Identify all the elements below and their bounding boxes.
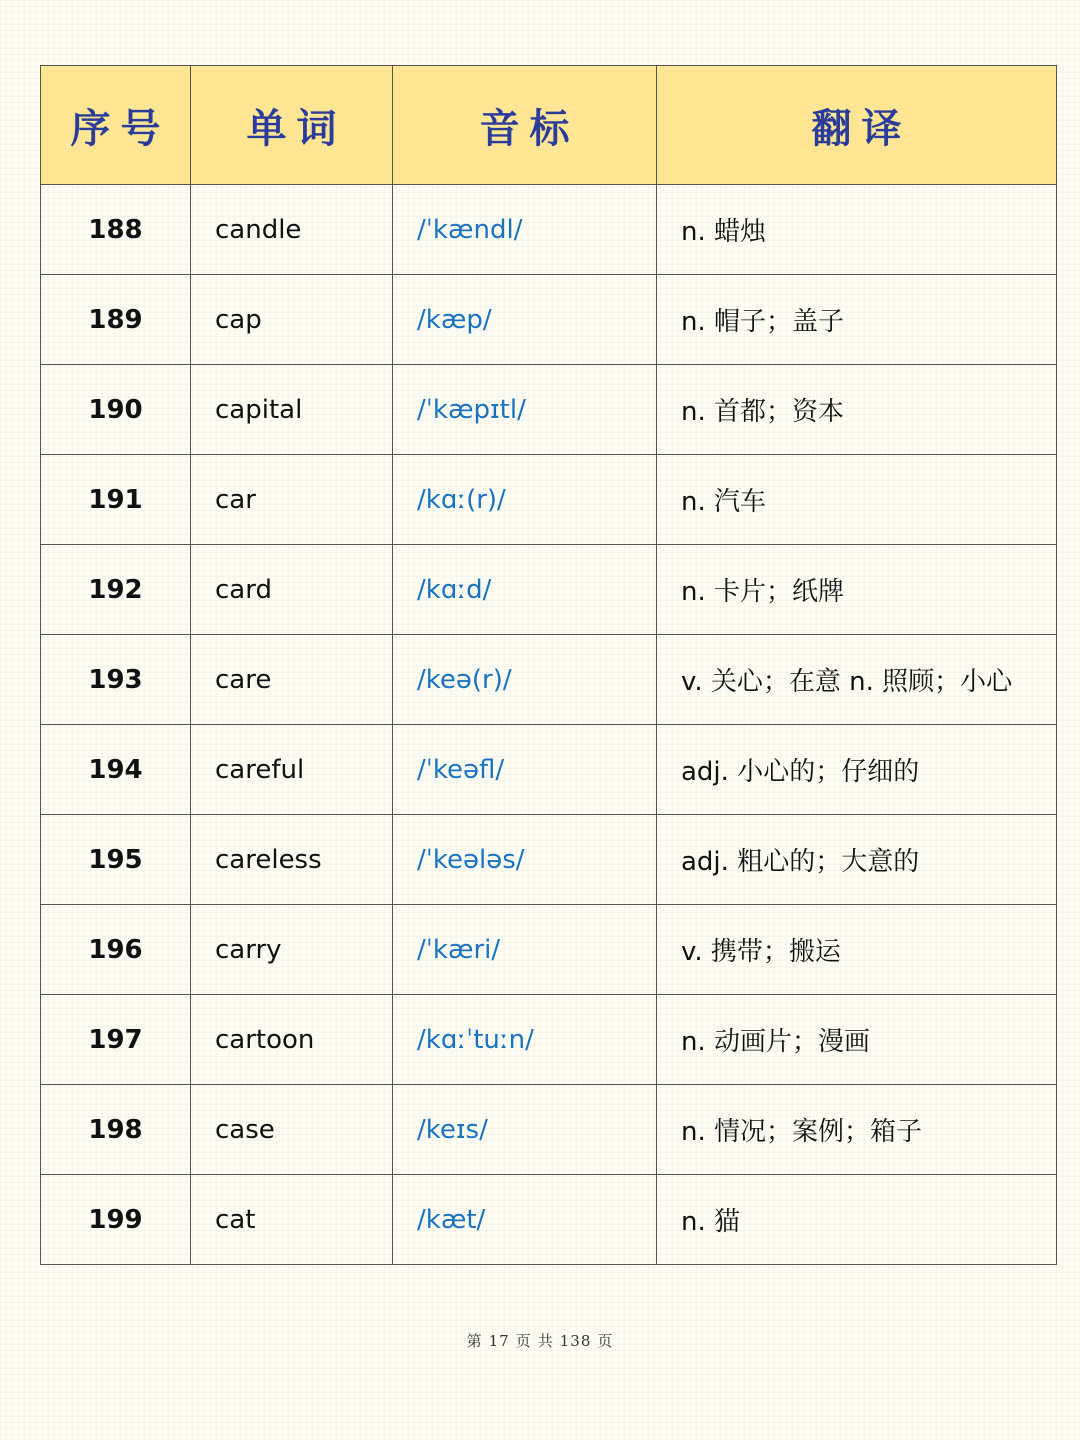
row-phonetic: /ˈkeələs/ <box>393 815 657 905</box>
footer-page-number: 17 <box>488 1332 510 1350</box>
table-row <box>41 815 1057 905</box>
row-word: cat <box>191 1175 393 1265</box>
row-phonetic: /kɑː(r)/ <box>393 455 657 545</box>
table-row <box>41 545 1057 635</box>
row-word: candle <box>191 185 393 275</box>
footer-total-pages: 138 <box>559 1332 592 1350</box>
row-phonetic: /keɪs/ <box>393 1085 657 1175</box>
row-word: capital <box>191 365 393 455</box>
vocabulary-table <box>40 65 1057 1265</box>
row-translation: v. 关心；在意 n. 照顾；小心 <box>657 635 1057 725</box>
row-word: cap <box>191 275 393 365</box>
row-phonetic: /kæp/ <box>393 275 657 365</box>
header-phonetic: 音标 <box>393 66 657 185</box>
row-phonetic: /ˈkæri/ <box>393 905 657 995</box>
table-header <box>41 66 1057 185</box>
row-number: 194 <box>41 725 191 815</box>
row-translation: n. 汽车 <box>657 455 1057 545</box>
row-translation: n. 动画片；漫画 <box>657 995 1057 1085</box>
row-translation: n. 蜡烛 <box>657 185 1057 275</box>
row-number: 196 <box>41 905 191 995</box>
row-number: 190 <box>41 365 191 455</box>
row-translation: n. 猫 <box>657 1175 1057 1265</box>
table-row <box>41 905 1057 995</box>
row-number: 198 <box>41 1085 191 1175</box>
row-translation: n. 首都；资本 <box>657 365 1057 455</box>
row-translation: n. 情况；案例；箱子 <box>657 1085 1057 1175</box>
header-row <box>41 66 1057 185</box>
row-word: care <box>191 635 393 725</box>
row-number: 192 <box>41 545 191 635</box>
footer-prefix: 第 <box>466 1332 483 1350</box>
header-translation: 翻译 <box>657 66 1057 185</box>
row-word: cartoon <box>191 995 393 1085</box>
row-phonetic: /ˈkæpɪtl/ <box>393 365 657 455</box>
row-word: car <box>191 455 393 545</box>
row-number: 193 <box>41 635 191 725</box>
row-number: 188 <box>41 185 191 275</box>
table-row <box>41 1175 1057 1265</box>
footer-page-unit: 页 <box>515 1332 532 1350</box>
row-number: 195 <box>41 815 191 905</box>
table-row <box>41 275 1057 365</box>
table-row <box>41 725 1057 815</box>
row-number: 199 <box>41 1175 191 1265</box>
page-footer <box>0 1330 1080 1351</box>
row-word: careful <box>191 725 393 815</box>
header-number: 序号 <box>41 66 191 185</box>
row-translation: adj. 粗心的；大意的 <box>657 815 1057 905</box>
row-phonetic: /ˈkændl/ <box>393 185 657 275</box>
row-number: 191 <box>41 455 191 545</box>
row-word: case <box>191 1085 393 1175</box>
table-row <box>41 1085 1057 1175</box>
table-body <box>41 185 1057 1265</box>
row-phonetic: /keə(r)/ <box>393 635 657 725</box>
table-row <box>41 185 1057 275</box>
table-row <box>41 635 1057 725</box>
row-translation: n. 帽子；盖子 <box>657 275 1057 365</box>
row-translation: n. 卡片；纸牌 <box>657 545 1057 635</box>
table-row <box>41 455 1057 545</box>
table-row <box>41 365 1057 455</box>
row-word: carry <box>191 905 393 995</box>
row-phonetic: /kɑːd/ <box>393 545 657 635</box>
footer-total-unit: 页 <box>597 1332 614 1350</box>
row-phonetic: /kɑːˈtuːn/ <box>393 995 657 1085</box>
row-translation: v. 携带；搬运 <box>657 905 1057 995</box>
row-number: 189 <box>41 275 191 365</box>
row-phonetic: /ˈkeəfl/ <box>393 725 657 815</box>
table-row <box>41 995 1057 1085</box>
row-number: 197 <box>41 995 191 1085</box>
row-word: careless <box>191 815 393 905</box>
header-word: 单词 <box>191 66 393 185</box>
row-phonetic: /kæt/ <box>393 1175 657 1265</box>
row-translation: adj. 小心的；仔细的 <box>657 725 1057 815</box>
footer-total-prefix: 共 <box>537 1332 554 1350</box>
row-word: card <box>191 545 393 635</box>
